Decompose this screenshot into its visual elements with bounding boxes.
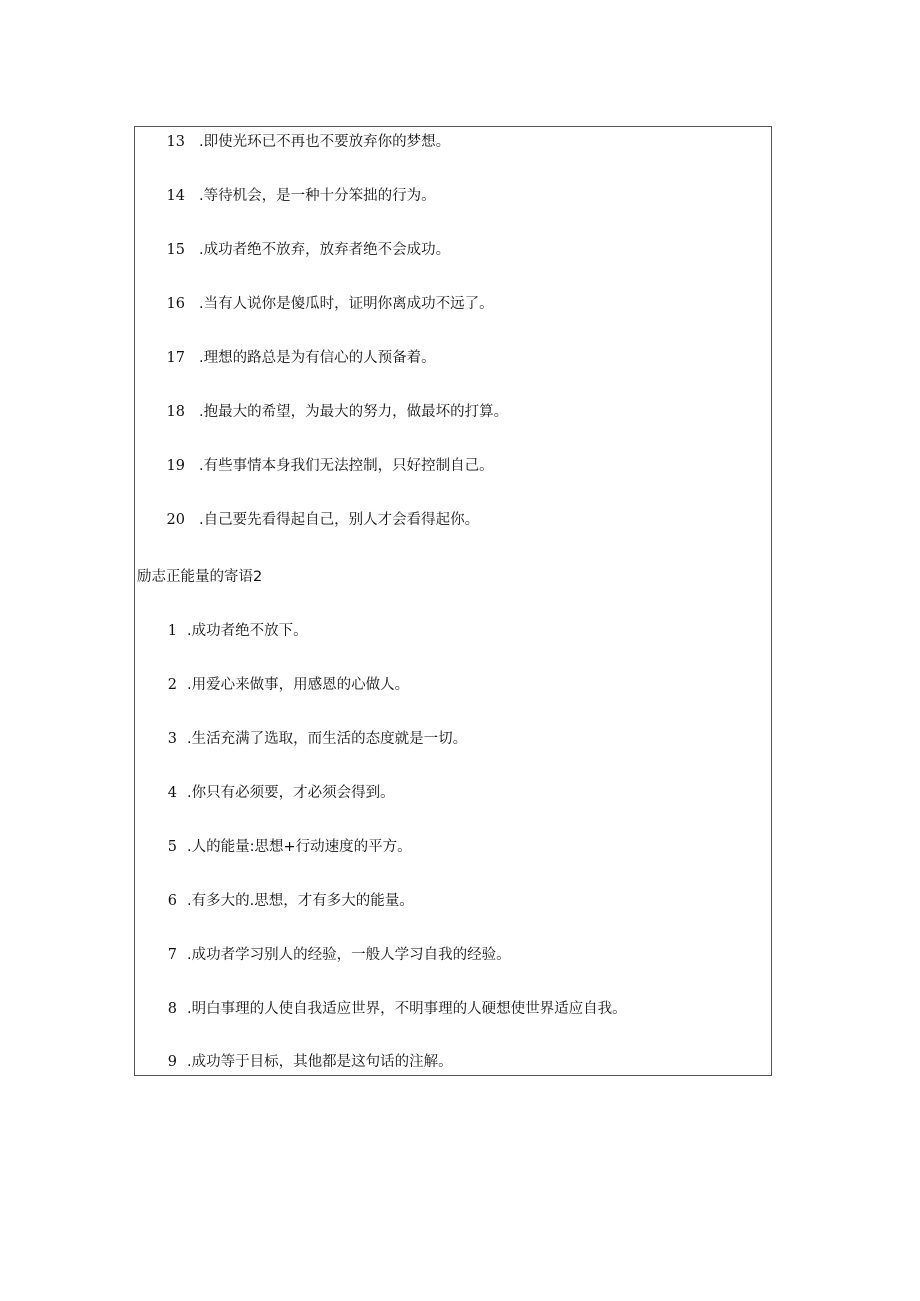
item-number: 18 [166, 404, 185, 420]
document-frame [134, 126, 772, 1076]
item-number: 17 [166, 350, 185, 366]
item-text: .自己要先看得起自己，别人才会看得起你。 [199, 512, 480, 528]
item-number: 1 [167, 623, 177, 639]
item-text: .等待机会，是一种十分笨拙的行为。 [199, 188, 436, 204]
item-text: .明白事理的人使自我适应世界，不明事理的人硬想使世界适应自我。 [187, 1001, 627, 1017]
item-number: 7 [167, 947, 177, 963]
item-text: .有些事情本身我们无法控制，只好控制自己。 [199, 458, 494, 474]
item-text: .成功者学习别人的经验，一般人学习自我的经验。 [187, 947, 511, 963]
item-number: 3 [167, 731, 177, 747]
item-number: 14 [166, 188, 185, 204]
item-text: .成功者绝不放下。 [187, 623, 308, 639]
item-text: .理想的路总是为有信心的人预备着。 [199, 350, 436, 366]
item-number: 9 [167, 1054, 177, 1070]
item-text: .生活充满了选取，而生活的态度就是一切。 [187, 731, 468, 747]
item-number: 13 [166, 134, 185, 150]
item-number: 8 [167, 1001, 177, 1017]
item-text: .即使光环已不再也不要放弃你的梦想。 [199, 134, 451, 150]
section-heading: 励志正能量的寄语2 [137, 569, 263, 585]
item-number: 4 [167, 785, 177, 801]
item-text: .有多大的.思想，才有多大的能量。 [187, 893, 414, 909]
item-number: 20 [166, 512, 185, 528]
item-number: 15 [166, 242, 185, 258]
item-number: 19 [166, 458, 185, 474]
item-number: 5 [167, 839, 177, 855]
item-text: .成功者绝不放弃，放弃者绝不会成功。 [199, 242, 451, 258]
item-text: .人的能量:思想+行动速度的平方。 [187, 839, 412, 855]
item-number: 6 [167, 893, 177, 909]
item-number: 2 [167, 677, 177, 693]
item-text: .用爱心来做事，用感恩的心做人。 [187, 677, 410, 693]
item-text: .当有人说你是傻瓜时，证明你离成功不远了。 [199, 296, 494, 312]
item-text: .你只有必须要，才必须会得到。 [187, 785, 395, 801]
item-number: 16 [166, 296, 185, 312]
item-text: .抱最大的希望，为最大的努力，做最坏的打算。 [199, 404, 509, 420]
item-text: .成功等于目标，其他都是这句话的注解。 [187, 1054, 453, 1070]
